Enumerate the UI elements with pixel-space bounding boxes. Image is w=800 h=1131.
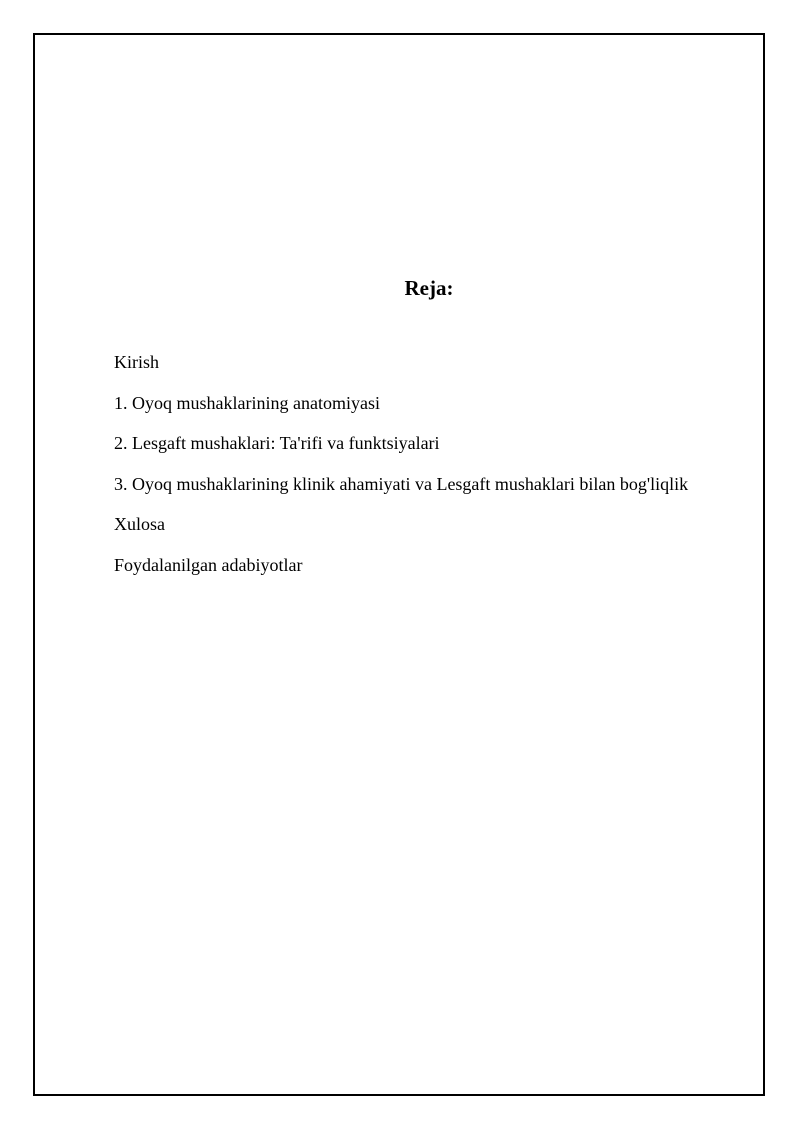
table-of-contents [114,349,688,592]
toc-item-3: 3. Oyoq mushaklarining klinik ahamiyati va Lesgaft mushaklari bilan bog'liqlik [114,473,689,494]
toc-item-conclusion: Xulosa [114,514,165,534]
toc-item-1: 1. Oyoq mushaklarining anatomiyasi [114,392,380,413]
toc-item-intro: Kirish [114,352,159,372]
toc-item-2: 2. Lesgaft mushaklari: Ta'rifi va funktsiyalari [114,433,440,453]
page-title: Reja: [404,276,454,300]
toc-item-references: Foydalanilgan adabiyotlar [114,554,303,575]
